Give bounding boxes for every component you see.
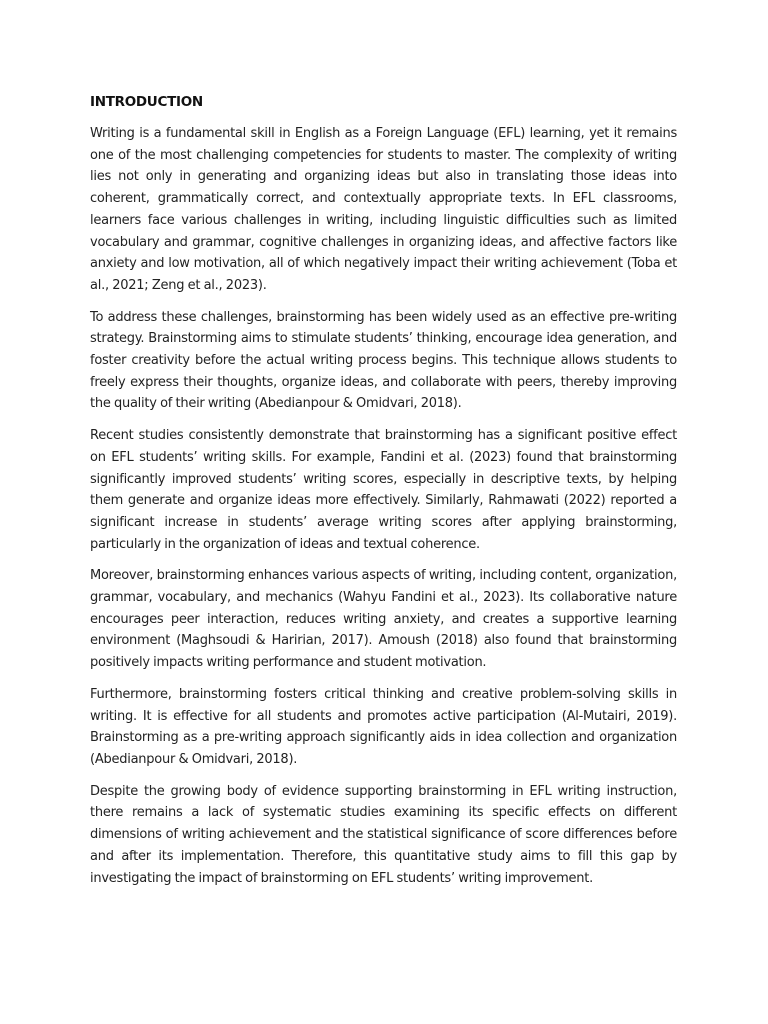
paragraph-3: Recent studies consistently demonstrate that brainstorming has a significant positive effect on EFL students’ writing skills. For example, Fandini et al. (2023) found that brainstorming significantly improved students’ writing scores, especially in descriptive texts, by helping them generate and organize ideas more effectively. Similarly, Rahmawati (2022) reported a significant increase in students’ average writing scores after applying brainstorming, particularly in the organization of ideas and textual coherence. bbox=[90, 428, 677, 552]
paragraph-5: Furthermore, brainstorming fosters critical thinking and creative problem-solving skills in writing. It is effective for all students and promotes active participation (Al-Mutairi, 2019). Brainstorming as a pre-writing approach significantly aids in idea collection and organization (Abedianpour & Omidvari, 2018). bbox=[90, 686, 677, 767]
document-page bbox=[90, 92, 677, 899]
paragraph-1: Writing is a fundamental skill in English as a Foreign Language (EFL) learning, yet it remains one of the most challenging competencies for students to master. The complexity of writing lies not only in generating and organizing ideas but also in translating those ideas into coherent, grammatically correct, and contextually appropriate texts. In EFL classrooms, learners face various challenges in writing, including linguistic difficulties such as limited vocabulary and grammar, cognitive challenges in organizing ideas, and affective factors like anxiety and low motivation, all of which negatively impact their writing achievement (Toba et al., 2021; Zeng et al., 2023). bbox=[90, 126, 677, 293]
paragraph-4: Moreover, brainstorming enhances various aspects of writing, including content, organization, grammar, vocabulary, and mechanics (Wahyu Fandini et al., 2023). Its collaborative nature encourages peer interaction, reduces writing anxiety, and creates a supportive learning environment (Maghsoudi & Haririan, 2017). Amoush (2018) also found that brainstorming positively impacts writing performance and student motivation. bbox=[90, 568, 677, 671]
section-heading: INTRODUCTION bbox=[90, 94, 203, 110]
paragraph-2: To address these challenges, brainstorming has been widely used as an effective pre-writing strategy. Brainstorming aims to stimulate students’ thinking, encourage idea generation, and foster creativity before the actual writing process begins. This technique allows students to freely express their thoughts, organize ideas, and collaborate with peers, thereby improving the quality of their writing (Abedianpour & Omidvari, 2018). bbox=[90, 309, 677, 412]
paragraph-6: Despite the growing body of evidence supporting brainstorming in EFL writing instruction, there remains a lack of systematic studies examining its specific effects on different dimensions of writing achievement and the statistical significance of score differences before and after its implementation. Therefore, this quantitative study aims to fill this gap by investigating the impact of brainstorming on EFL students’ writing improvement. bbox=[90, 783, 677, 886]
